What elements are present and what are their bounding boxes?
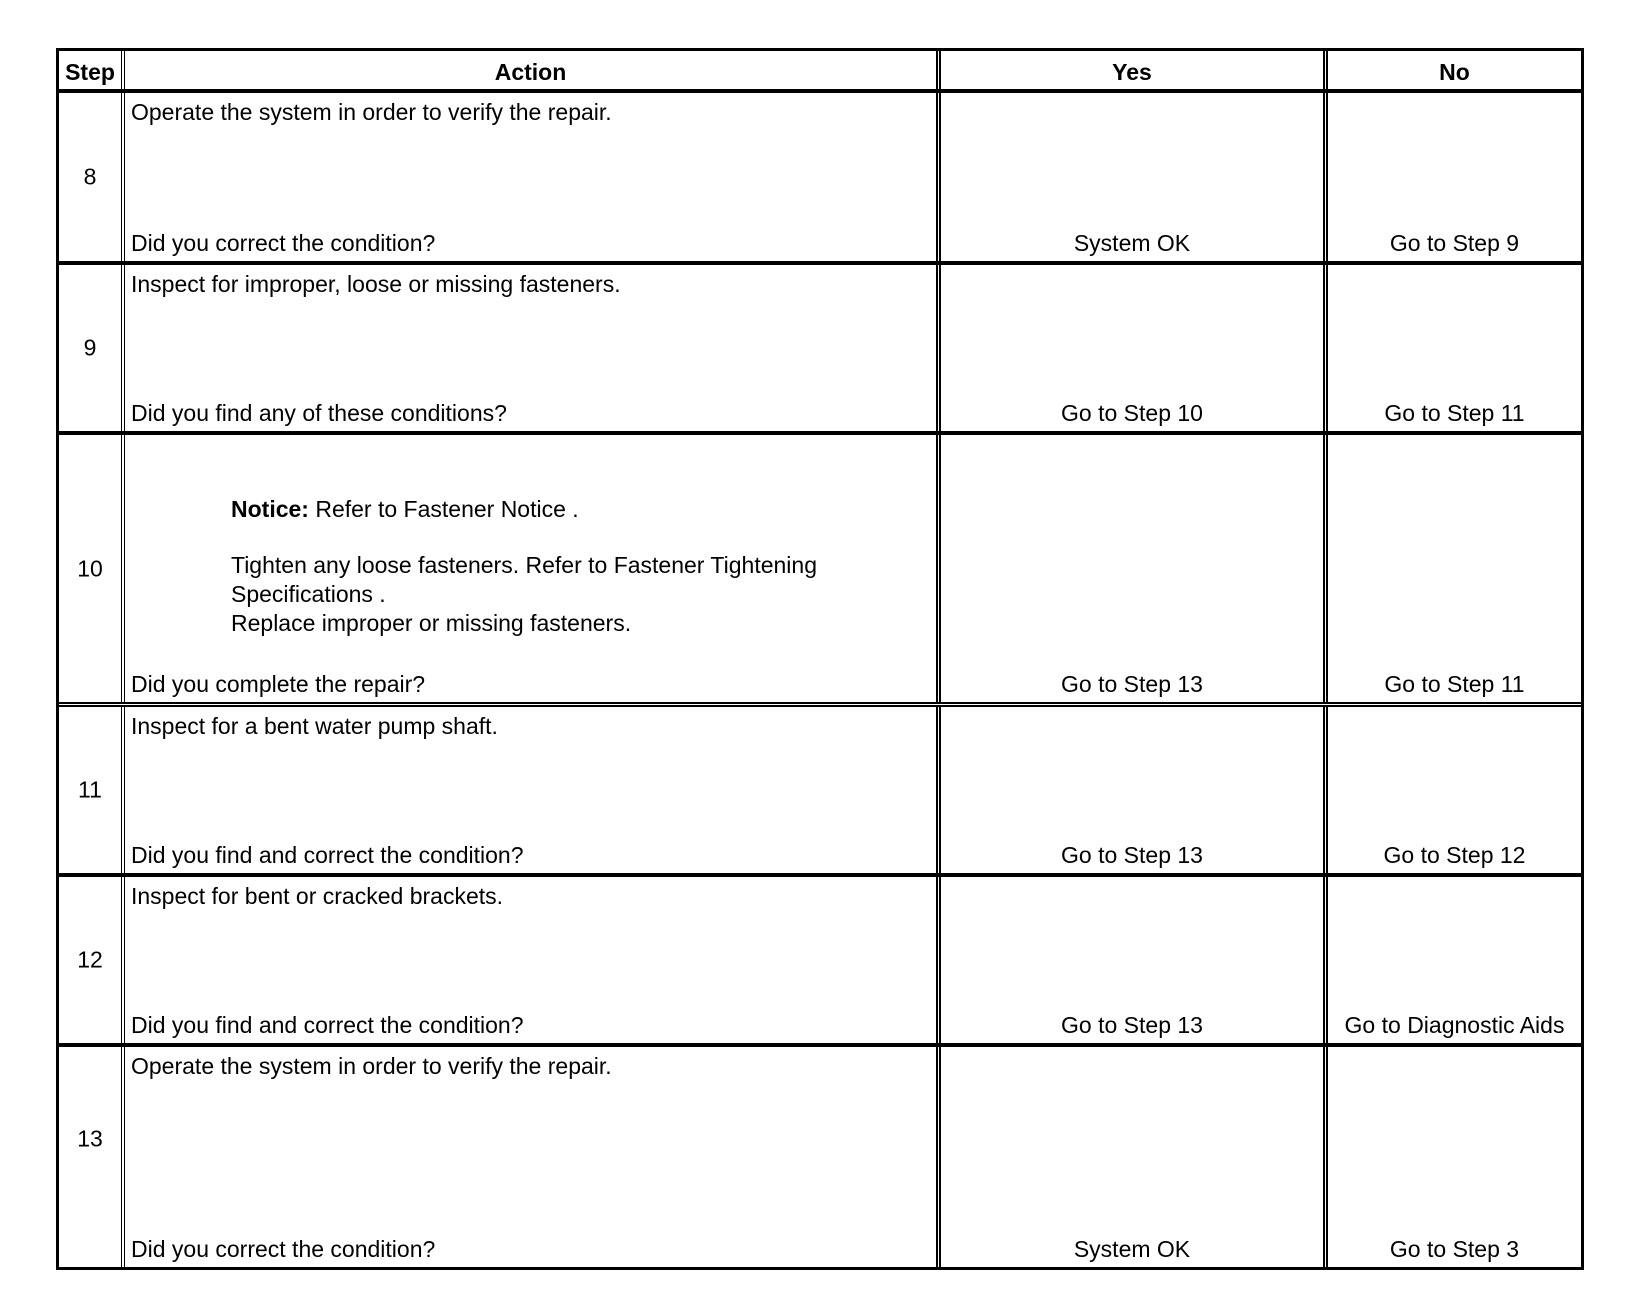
action-instruction: Operate the system in order to verify the repair. <box>131 1053 612 1079</box>
no-result: Go to Step 12 <box>1383 842 1526 868</box>
yes-cell <box>941 93 1328 261</box>
no-result: Go to Step 11 <box>1384 671 1525 697</box>
yes-result: System OK <box>1073 230 1191 256</box>
action-cell <box>125 877 941 1043</box>
step-cell <box>59 265 125 431</box>
header-yes: Yes <box>941 51 1328 89</box>
notice-block <box>231 495 817 638</box>
instruction-line: Tighten any loose fasteners. Refer to Fastener Tightening <box>231 552 817 578</box>
notice-text: Refer to Fastener Notice . <box>308 496 579 522</box>
yes-result: Go to Step 13 <box>1061 671 1203 697</box>
diagnostic-table <box>56 48 1584 1270</box>
step-cell <box>59 707 125 873</box>
action-question: Did you find any of these conditions? <box>131 400 507 426</box>
action-instruction: Operate the system in order to verify the repair. <box>131 99 612 125</box>
table-header-row <box>59 51 1581 93</box>
yes-result: System OK <box>1073 1236 1191 1262</box>
step-number: 13 <box>77 1125 103 1152</box>
step-number: 8 <box>83 163 97 190</box>
yes-result: Go to Step 13 <box>1061 842 1203 868</box>
table-row <box>59 707 1581 877</box>
no-cell <box>1328 707 1581 873</box>
table-row <box>59 877 1581 1047</box>
yes-cell <box>941 1047 1328 1267</box>
header-no: No <box>1439 59 1470 85</box>
no-result: Go to Step 11 <box>1384 400 1525 426</box>
instruction-line: Replace improper or missing fasteners. <box>231 610 632 636</box>
action-question: Did you find and correct the condition? <box>131 842 524 868</box>
action-cell <box>125 707 941 873</box>
no-cell <box>1328 877 1581 1043</box>
notice-label: Notice: <box>231 496 309 522</box>
yes-result: Go to Step 13 <box>1061 1012 1203 1038</box>
no-cell <box>1328 265 1581 431</box>
step-number: 12 <box>77 946 103 973</box>
no-result: Go to Step 3 <box>1389 1236 1520 1262</box>
action-question: Did you find and correct the condition? <box>131 1012 524 1038</box>
yes-cell <box>941 877 1328 1043</box>
table-row <box>59 265 1581 435</box>
step-cell <box>59 435 125 702</box>
action-question: Did you complete the repair? <box>131 671 426 697</box>
notice-line <box>231 495 817 524</box>
action-cell <box>125 435 941 702</box>
action-instruction: Inspect for a bent water pump shaft. <box>131 713 498 739</box>
action-cell <box>125 1047 941 1267</box>
step-number: 9 <box>83 334 97 361</box>
no-result: Go to Step 9 <box>1389 230 1520 256</box>
step-cell <box>59 1047 125 1267</box>
yes-cell <box>941 707 1328 873</box>
step-cell <box>59 93 125 261</box>
step-number: 10 <box>77 555 103 581</box>
yes-cell <box>941 435 1328 702</box>
yes-cell <box>941 265 1328 431</box>
step-cell <box>59 877 125 1043</box>
table-row <box>59 93 1581 265</box>
no-result: Go to Diagnostic Aids <box>1344 1012 1565 1038</box>
action-cell <box>125 265 941 431</box>
action-instruction: Inspect for improper, loose or missing fasteners. <box>131 271 621 297</box>
no-cell <box>1328 93 1581 261</box>
table-row <box>59 435 1581 707</box>
instruction-line: Specifications . <box>231 581 386 607</box>
action-cell <box>125 93 941 261</box>
yes-result: Go to Step 10 <box>1061 400 1203 426</box>
no-cell <box>1328 1047 1581 1267</box>
header-action: Action <box>125 51 941 89</box>
action-question: Did you correct the condition? <box>131 1236 436 1262</box>
no-cell <box>1328 435 1581 702</box>
table-row <box>59 1047 1581 1267</box>
header-step: Step <box>59 51 125 89</box>
action-instruction: Inspect for bent or cracked brackets. <box>131 883 504 909</box>
step-number: 11 <box>78 776 102 803</box>
action-question: Did you correct the condition? <box>131 230 436 256</box>
